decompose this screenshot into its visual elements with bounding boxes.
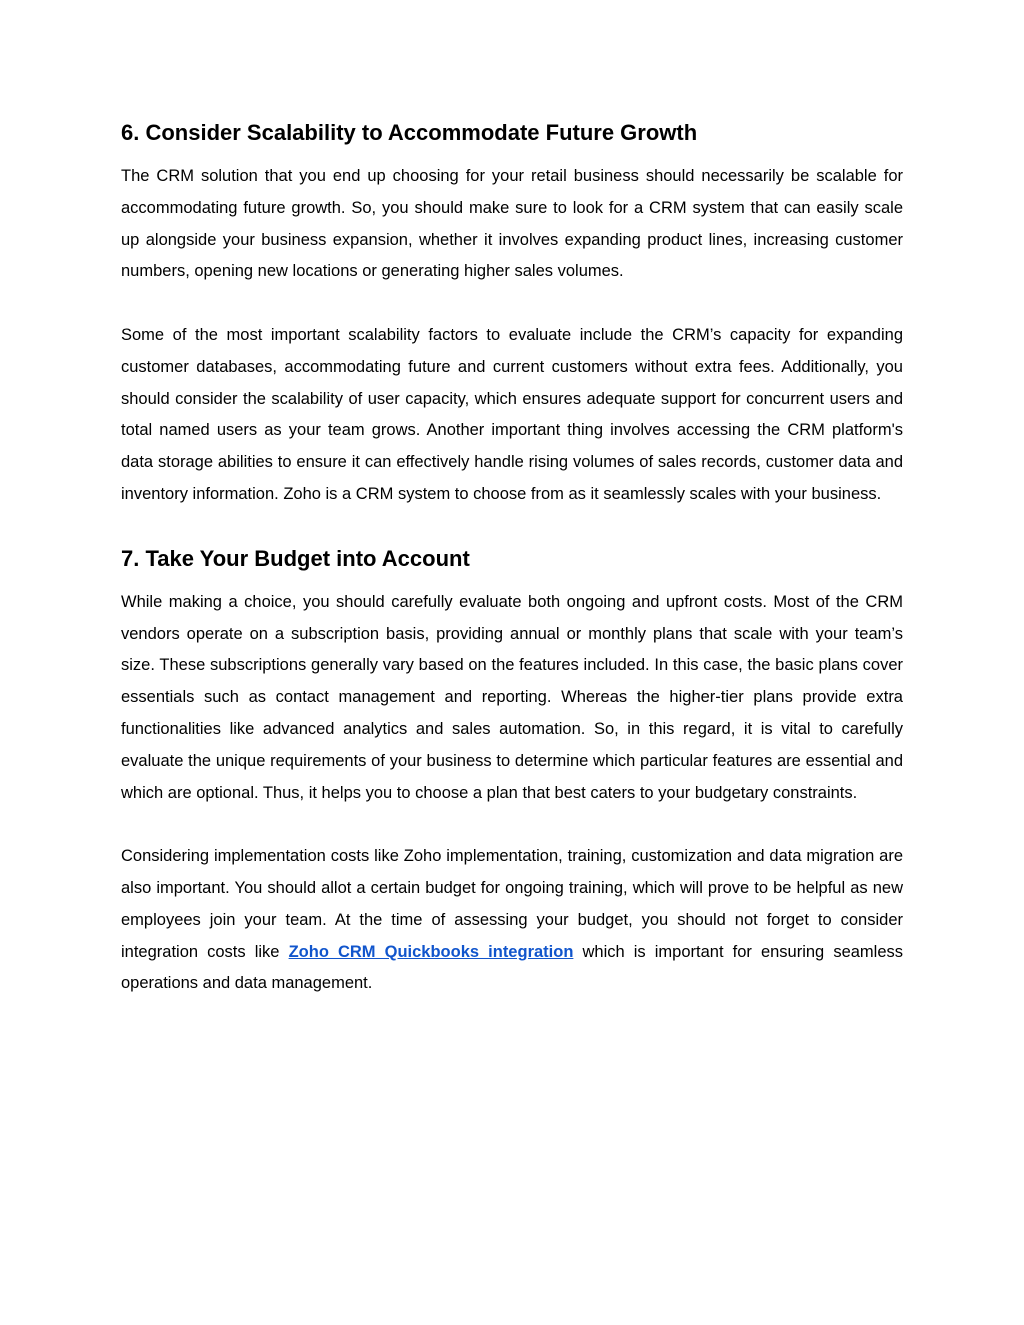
section-6-paragraph-2: Some of the most important scalability factors to evaluate include the CRM’s capacity for expanding customer databases, accommodating future and current customers without extra fees. Additionally, you should consider the scalability of user capacity, which ensures adequate support for concurrent users and total named users as your team grows. Another important thing involves accessing the CRM platform's data storage abilities to ensure it can effectively handle rising volumes of sales records, customer data and inventory information. Zoho is a CRM system to choose from as it seamlessly scales with your business.	[121, 325, 903, 503]
document-page	[121, 117, 903, 1000]
section-7-paragraph-1: While making a choice, you should carefully evaluate both ongoing and upfront costs. Most of the CRM vendors operate on a subscription basis, providing annual or monthly plans that scale with your team’s size. These subscriptions generally vary based on the features included. In this case, the basic plans cover essentials such as contact management and reporting. Whereas the higher-tier plans provide extra functionalities like advanced analytics and sales automation. So, in this regard, it is vital to carefully evaluate the unique requirements of your business to determine which particular features are essential and which are optional. Thus, it helps you to choose a plan that best caters to your budgetary constraints.	[121, 592, 903, 802]
section-6-paragraph-1: The CRM solution that you end up choosing for your retail business should necessarily be scalable for accommodating future growth. So, you should make sure to look for a CRM system that can easily scale up alongside your business expansion, whether it involves expanding product lines, increasing customer numbers, opening new locations or generating higher sales volumes.	[121, 167, 903, 281]
section-7-heading: 7. Take Your Budget into Account	[121, 545, 470, 571]
zoho-quickbooks-integration-link[interactable]: Zoho CRM Quickbooks integration	[288, 942, 574, 961]
section-7-paragraph-2-text-after-link: which is important for ensuring seamless operations and data management.	[121, 942, 904, 993]
section-6-heading: 6. Consider Scalability to Accommodate Future Growth	[121, 120, 698, 145]
section-7-paragraph-2	[121, 841, 903, 1000]
section-7-paragraph-2-text-before-link: Considering implementation costs like Zoho implementation, training, customization and data migration are also important. You should allot a certain budget for ongoing training, which will prove to be helpful as new employees join your team. At the time of assessing your budget, you should not forget to consider integration costs like	[121, 847, 903, 961]
